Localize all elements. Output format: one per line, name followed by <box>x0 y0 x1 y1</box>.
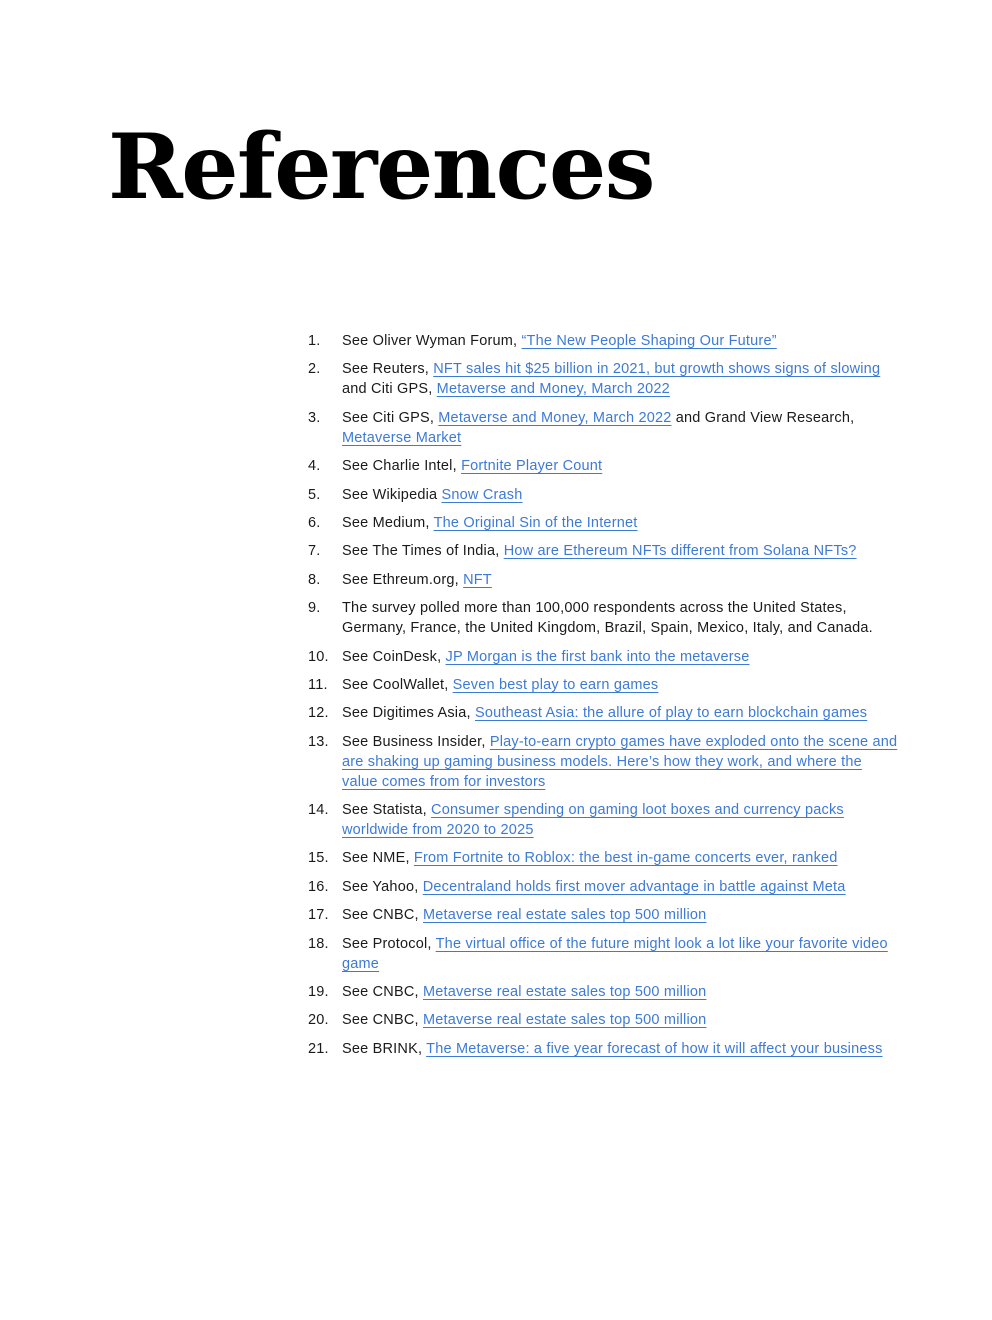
reference-link[interactable]: The Metaverse: a five year forecast of how it will affect your business <box>426 1040 883 1057</box>
reference-source-text: See BRINK, <box>342 1040 427 1057</box>
reference-text <box>342 734 897 790</box>
reference-text <box>342 907 706 923</box>
reference-item <box>308 982 898 1002</box>
reference-item <box>308 485 898 505</box>
reference-link[interactable]: NFT <box>463 571 492 588</box>
reference-source-text: See Ethreum.org, <box>342 571 464 588</box>
reference-source-text: See CoinDesk, <box>342 648 446 665</box>
reference-number: 17. <box>308 907 329 924</box>
reference-item <box>308 800 898 840</box>
reference-text <box>342 458 602 474</box>
reference-link[interactable]: Metaverse Market <box>342 429 462 446</box>
reference-number: 15. <box>308 850 329 867</box>
reference-source-text: See Digitimes Asia, <box>342 705 475 722</box>
reference-source-text: See Statista, <box>342 802 432 819</box>
reference-link[interactable]: How are Ethereum NFTs different from Solana NFTs? <box>503 543 857 560</box>
reference-source-text: See Protocol, <box>342 935 436 952</box>
reference-number: 14. <box>308 802 329 819</box>
reference-link[interactable]: Metaverse real estate sales top 500 million <box>422 1012 707 1029</box>
reference-link[interactable]: JP Morgan is the first bank into the metaverse <box>445 648 750 665</box>
reference-source-text: See Business Insider, <box>342 733 490 750</box>
reference-number: 6. <box>308 514 321 531</box>
reference-link[interactable]: Seven best play to earn games <box>452 676 659 693</box>
page-title: References <box>108 114 654 220</box>
reference-source-text: See Oliver Wyman Forum, <box>342 333 522 349</box>
reference-link[interactable]: Southeast Asia: the allure of play to earn blockchain games <box>474 705 868 722</box>
reference-text <box>342 410 854 446</box>
reference-text <box>342 1041 883 1057</box>
reference-link[interactable]: Metaverse and Money, March 2022 <box>438 409 672 426</box>
reference-item <box>308 541 898 561</box>
reference-text <box>342 705 867 721</box>
reference-item <box>308 703 898 723</box>
reference-source-text: See Reuters, <box>342 361 434 378</box>
reference-number: 19. <box>308 984 329 1001</box>
reference-source-text: See CNBC, <box>342 984 423 1001</box>
reference-source-text: See Medium, <box>342 514 434 531</box>
reference-item <box>308 732 898 792</box>
reference-text <box>342 543 857 559</box>
reference-text <box>342 572 492 588</box>
reference-item <box>308 408 898 448</box>
reference-text <box>342 677 658 693</box>
reference-number: 21. <box>308 1040 329 1057</box>
reference-source-text: See Citi GPS, <box>342 409 439 426</box>
reference-text <box>342 850 838 866</box>
reference-link[interactable]: The Original Sin of the Internet <box>433 514 638 531</box>
reference-text <box>342 515 637 531</box>
reference-link[interactable]: The virtual office of the future might look a lot like your favorite video game <box>342 935 888 972</box>
reference-item <box>308 647 898 667</box>
reference-source-text: and Grand View Research, <box>671 409 855 426</box>
reference-text <box>342 361 880 397</box>
reference-number: 2. <box>308 361 321 378</box>
reference-item <box>308 877 898 897</box>
reference-item <box>308 905 898 925</box>
reference-number: 4. <box>308 458 321 475</box>
reference-link[interactable]: Metaverse real estate sales top 500 million <box>422 907 707 924</box>
reference-number: 18. <box>308 935 329 952</box>
reference-number: 9. <box>308 600 321 617</box>
reference-item <box>308 598 898 638</box>
reference-number: 5. <box>308 486 321 503</box>
reference-number: 3. <box>308 409 321 426</box>
reference-link[interactable]: Metaverse real estate sales top 500 million <box>422 984 707 1001</box>
reference-link[interactable]: From Fortnite to Roblox: the best in-game concerts ever, ranked <box>413 850 838 867</box>
reference-link[interactable]: NFT sales hit $25 billion in 2021, but growth shows signs of slowing <box>433 361 881 378</box>
reference-text <box>342 333 777 349</box>
reference-item <box>308 934 898 974</box>
reference-text <box>342 802 844 838</box>
reference-item <box>308 513 898 533</box>
reference-text <box>342 487 523 503</box>
reference-source-text: See CNBC, <box>342 1012 423 1029</box>
reference-text <box>342 649 749 665</box>
reference-item <box>308 675 898 695</box>
reference-link[interactable]: Play-to-earn crypto games have exploded onto the scene and are shaking up gaming business models. Here’s how they work, and where the value comes from for investors <box>342 733 898 790</box>
reference-number: 13. <box>308 733 329 750</box>
reference-source-text: See CNBC, <box>342 907 423 924</box>
reference-text <box>342 600 873 636</box>
reference-text <box>342 1012 706 1028</box>
reference-source-text: and Citi GPS, <box>342 381 437 398</box>
reference-source-text: See Charlie Intel, <box>342 458 462 475</box>
reference-item <box>308 848 898 868</box>
reference-link[interactable]: Consumer spending on gaming loot boxes and currency packs worldwide from 2020 to 2025 <box>342 802 844 839</box>
reference-link[interactable]: Metaverse and Money, March 2022 <box>436 381 670 398</box>
reference-link[interactable]: “The New People Shaping Our Future” <box>521 333 777 349</box>
reference-number: 8. <box>308 571 321 588</box>
reference-source-text: See The Times of India, <box>342 543 504 560</box>
reference-number: 20. <box>308 1012 329 1029</box>
reference-source-text: See Wikipedia <box>342 486 442 503</box>
reference-item <box>308 1010 898 1030</box>
reference-number: 11. <box>308 676 328 693</box>
reference-source-text: The survey polled more than 100,000 respondents across the United States, Germany, France, the United Kingdom, Brazil, Spain, Mexico, Italy, and Canada. <box>342 600 873 637</box>
reference-link[interactable]: Snow Crash <box>441 486 523 503</box>
reference-source-text: See CoolWallet, <box>342 676 453 693</box>
reference-item <box>308 1039 898 1059</box>
reference-item <box>308 359 898 399</box>
reference-number: 16. <box>308 878 329 895</box>
reference-text <box>342 984 706 1000</box>
reference-source-text: See NME, <box>342 850 414 867</box>
reference-item <box>308 456 898 476</box>
reference-item <box>308 570 898 590</box>
reference-number: 1. <box>308 333 321 349</box>
reference-item <box>308 331 898 351</box>
references-list <box>308 331 898 1067</box>
reference-text <box>342 936 888 972</box>
reference-source-text: See Yahoo, <box>342 878 423 895</box>
reference-link[interactable]: Decentraland holds first mover advantage in battle against Meta <box>422 878 846 895</box>
reference-link[interactable]: Fortnite Player Count <box>461 458 603 475</box>
reference-number: 12. <box>308 705 329 722</box>
reference-text <box>342 879 846 895</box>
reference-number: 7. <box>308 543 321 560</box>
reference-number: 10. <box>308 648 329 665</box>
